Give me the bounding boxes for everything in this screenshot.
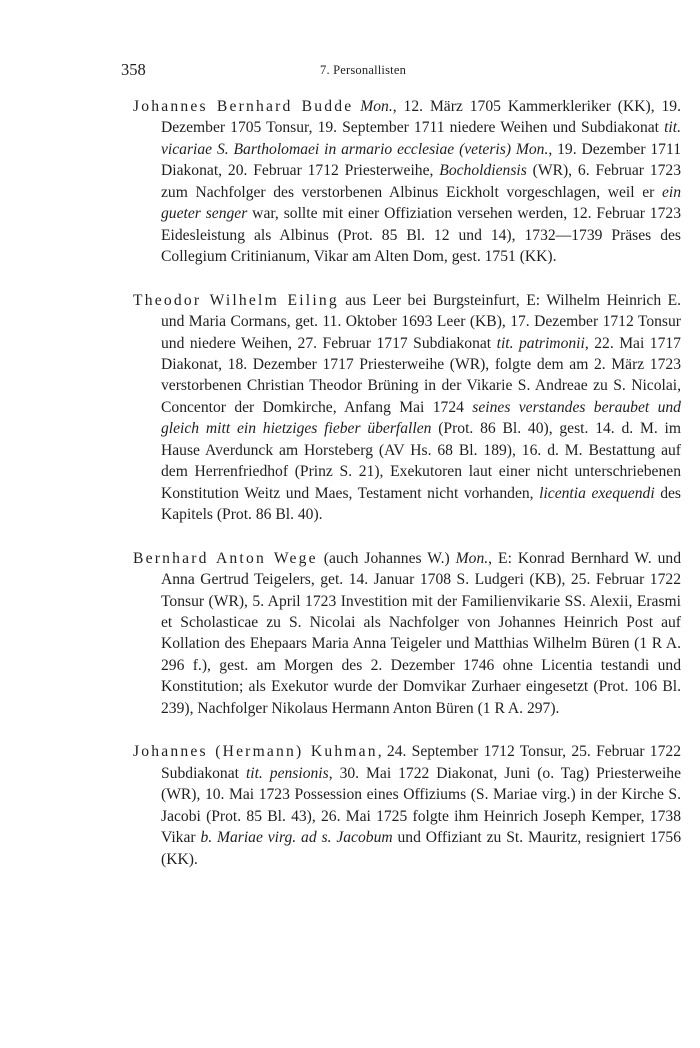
entry-segment: (auch Johannes W.) [317,549,456,567]
entry-segment: , 19. Dezember 1711 Diakonat, 20. Februar 1712 Priesterweihe, [161,140,681,180]
entry-segment: tit. pensionis [245,764,329,782]
entry-segment: tit. vicariae S. Bartholomaei in armario ecclesiae (veteris) Mon. [161,119,681,158]
entry-segment: des Kapitels (Prot. 86 Bl. 40). [161,484,682,524]
entry-segment: , 30. Mai 1722 Diakonat, Juni (o. Tag) Priesterweihe (WR), 10. Mai 1723 Possession eines Offiziums (S. Mariae virg.) in der Kirche S. Jacobi (Prot. 85 Bl. 43), 26. Mai 1725 folgte ihm Heinrich Joseph Kemper, 1738 Vikar [161,764,681,847]
entry-segment: Johannes Bernhard Budde [133,98,354,115]
entry-segment: und Offiziant zu St. Mauritz, resigniert 1756 (KK). [161,829,682,868]
entry-segment: Bocholdiensis [439,162,527,180]
entry-segment: Theodor Wilhelm Eiling [133,291,339,309]
entry-segment: Johannes (Hermann) Kuhman [133,743,378,761]
biography-entry [133,290,681,526]
entry-segment: b. Mariae virg. ad s. Jacobum [200,829,393,847]
entry-segment: aus Leer bei Burgsteinfurt, E: Wilhelm Heinrich E. und Maria Cormans, get. 11. Oktober 1693 Leer (KB), 17. Dezember 1712 Tonsur und niedere Weihen, 27. Februar 1717 Subdiakonat [161,291,681,352]
entry-segment: , 22. Mai 1717 Diakonat, 18. Dezember 1717 Priesterweihe (WR), folgte dem am 2. März 1723 verstorbenen Christian Theodor Brüning in der Vikarie S. Andreae zu S. Nicolai, Concentor der Domkirche, Anfang Mai 1724 [161,334,681,416]
page-number: 358 [121,60,146,79]
entry-segment: Bernhard Anton Wege [133,549,318,567]
entry-segment: (WR), 6. Februar 1723 zum Nachfolger des verstorbenen Albinus Eickholt vorgeschlagen, weil er [161,162,682,201]
entry-segment: , 24. September 1712 Tonsur, 25. Februar 1722 Subdiakonat [161,743,681,782]
entry-segment: seines verstandes beraubet und gleich mitt ein hietziges fieber überfallen [161,398,681,438]
entry-segment: licentia exequendi [539,484,655,502]
biography-entry [133,96,681,268]
entry-segment: Mon. [455,549,489,567]
biography-entry [133,548,681,720]
running-head: 7. Personallisten [320,63,407,77]
entry-segment: Mon. [360,98,393,115]
entry-segment: , E: Konrad Bernhard W. und Anna Gertrud Teigelers, get. 14. Januar 1708 S. Ludgeri (KB), 25. Februar 1722 Tonsur (WR), 5. April 1723 Investition mit der Familienvikarie SS. Alexii, Erasmi et Scholasticae zu S. Nicolai als Nachfolger von Johannes Heinrich Post auf Kollation des Ehepaars Maria Anna Teigeler und Matthias Wilhelm Büren (1 R A. 296 f.), gest. am Morgen des 2. Dezember 1746 ohne Licentia testandi und Konstitution; als Exekutor wurde der Domvikar Zurhaer eingesetzt (Prot. 106 Bl. 239), Nachfolger Nikolaus Hermann Anton Büren (1 R A. 297). [161,549,681,717]
biography-entry [133,741,681,870]
entry-list [133,96,681,870]
entry-segment: , 12. März 1705 Kammerkleriker (KK), 19. Dezember 1705 Tonsur, 19. September 1711 niedere Weihen und Subdiakonat [161,98,682,137]
entry-segment: ein gueter senger [161,183,681,223]
entry-segment: tit. patrimonii [496,334,585,352]
entry-segment: (Prot. 86 Bl. 40), gest. 14. d. M. im Hause Averdunck am Horsteberg (AV Hs. 68 Bl. 189), 16. d. M. Bestattung auf dem Herrenfriedhof (Prinz S. 21), Exekutoren laut einer nicht unterschriebenen Konstitution Weitz und Maes, Testament nicht vorhanden, [161,420,681,502]
entry-segment: war, sollte mit einer Offiziation versehen werden, 12. Februar 1723 Eidesleistung als Albinus (Prot. 85 Bl. 12 und 14), 1732—1739 Präses des Collegium Critinianum, Vikar am Alten Dom, gest. 1751 (KK). [161,205,681,266]
